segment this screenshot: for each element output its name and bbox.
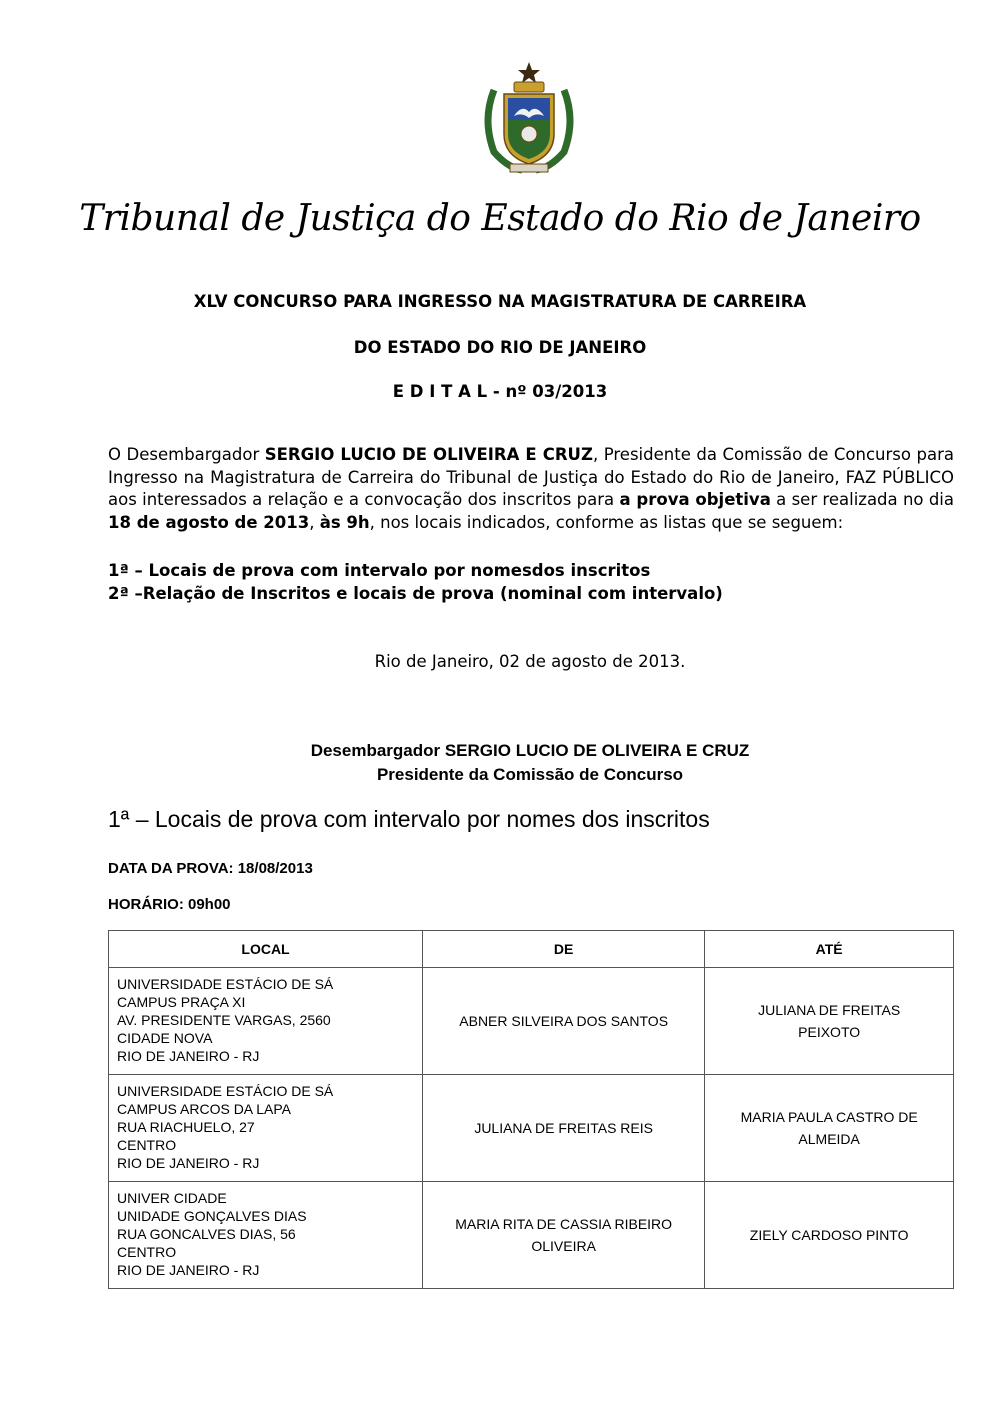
list-item-1: 1ª – Locais de prova com intervalo por nomesdos inscritos	[108, 561, 651, 580]
local-line: RUA RIACHUELO, 27	[117, 1119, 255, 1135]
table-row	[109, 1182, 954, 1289]
local-cell	[109, 968, 423, 1075]
local-cell	[109, 1075, 423, 1182]
local-line: AV. PRESIDENTE VARGAS, 2560	[117, 1012, 331, 1028]
text-fragment: a ser realizada no dia	[770, 490, 954, 510]
text-fragment: , Presidente da Comissão de Concurso para Ingresso na Magistratura de Carreira do Tribunal de Justiça do Estado do Rio de Janeiro, FAZ PÚBLICO aos interessados a relação e a convocação dos inscritos para	[108, 445, 955, 510]
place-and-date: Rio de Janeiro, 02 de agosto de 2013.	[374, 652, 686, 671]
de-cell: JULIANA DE FREITAS REIS	[423, 1075, 705, 1182]
column-header-de: DE	[423, 931, 705, 968]
column-header-ate: ATÉ	[705, 931, 954, 968]
section-title: 1ª – Locais de prova com intervalo por nomes dos inscritos	[108, 806, 710, 832]
signature-name: Desembargador SERGIO LUCIO DE OLIVEIRA E CRUZ	[310, 741, 750, 760]
exam-type: a prova objetiva	[619, 490, 771, 510]
local-line: UNIVER CIDADE	[117, 1190, 227, 1206]
local-line: RIO DE JANEIRO - RJ	[117, 1155, 260, 1171]
exam-time-label: HORÁRIO: 09h00	[108, 896, 231, 913]
de-cell: MARIA RITA DE CASSIA RIBEIRO OLIVEIRA	[423, 1182, 705, 1289]
column-header-local: LOCAL	[109, 931, 423, 968]
announcement-paragraph	[108, 444, 954, 534]
local-line: UNIVERSIDADE ESTÁCIO DE SÁ	[117, 976, 334, 992]
coat-of-arms-icon	[480, 60, 578, 178]
exam-locations-table	[108, 930, 954, 1289]
local-line: UNIDADE GONÇALVES DIAS	[117, 1208, 307, 1224]
de-cell: ABNER SILVEIRA DOS SANTOS	[423, 968, 705, 1075]
ate-cell: MARIA PAULA CASTRO DE ALMEIDA	[705, 1075, 954, 1182]
local-line: RUA GONCALVES DIAS, 56	[117, 1226, 296, 1242]
text-fragment: O Desembargador	[108, 445, 265, 464]
ate-cell: ZIELY CARDOSO PINTO	[705, 1182, 954, 1289]
title-line-2: DO ESTADO DO RIO DE JANEIRO	[353, 338, 647, 357]
local-line: RIO DE JANEIRO - RJ	[117, 1262, 260, 1278]
text-fragment: , nos locais indicados, conforme as listas que se seguem:	[369, 512, 844, 532]
local-line: UNIVERSIDADE ESTÁCIO DE SÁ	[117, 1083, 334, 1099]
edital-number: E D I T A L - nº 03/2013	[392, 382, 608, 401]
court-name: Tribunal de Justiça do Estado do Rio de Janeiro	[79, 198, 921, 239]
local-line: CENTRO	[117, 1244, 177, 1260]
local-line: RIO DE JANEIRO - RJ	[117, 1048, 260, 1064]
president-name: SERGIO LUCIO DE OLIVEIRA E CRUZ	[264, 445, 593, 464]
text-fragment: ,	[309, 512, 320, 532]
list-item-2: 2ª –Relação de Inscritos e locais de prova (nominal com intervalo)	[108, 584, 723, 603]
exam-time: às 9h	[319, 512, 370, 532]
table-row	[109, 1075, 954, 1182]
local-cell	[109, 1182, 423, 1289]
ate-cell: JULIANA DE FREITAS PEIXOTO	[705, 968, 954, 1075]
local-line: CIDADE NOVA	[117, 1030, 213, 1046]
exam-date: 18 de agosto de 2013	[108, 512, 310, 532]
title-line-1: XLV CONCURSO PARA INGRESSO NA MAGISTRATURA DE CARREIRA	[193, 292, 807, 311]
table-row	[109, 968, 954, 1075]
local-line: CENTRO	[117, 1137, 177, 1153]
table-header-row	[109, 931, 954, 968]
signature-role: Presidente da Comissão de Concurso	[376, 765, 684, 784]
exam-date-label: DATA DA PROVA: 18/08/2013	[108, 860, 313, 877]
local-line: CAMPUS ARCOS DA LAPA	[117, 1101, 292, 1117]
local-line: CAMPUS PRAÇA XI	[117, 994, 246, 1010]
